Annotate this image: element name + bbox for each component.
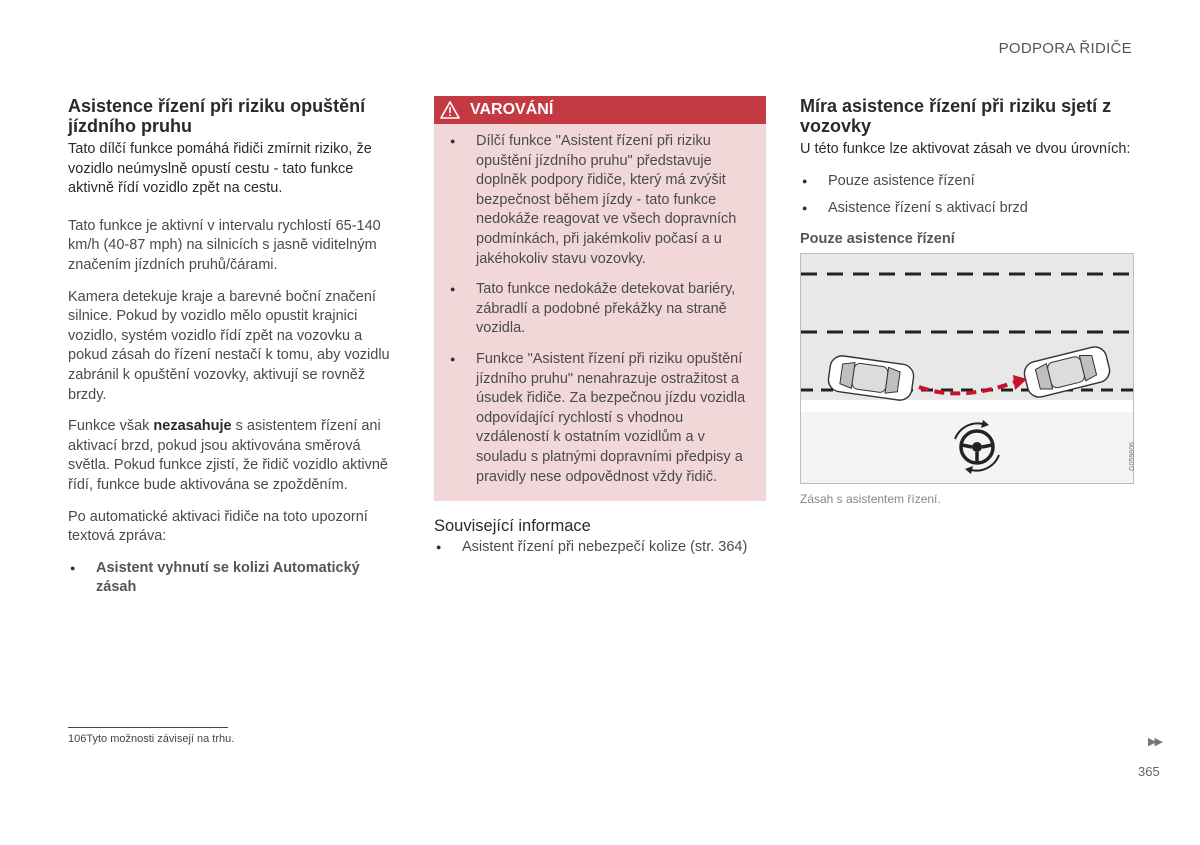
warning-header bbox=[434, 96, 766, 124]
road-edge-strip bbox=[801, 400, 1133, 412]
warning-title: VAROVÁNÍ bbox=[470, 101, 554, 118]
function-text-pre: Funkce však bbox=[68, 418, 154, 435]
warning-list bbox=[434, 124, 766, 487]
related-link[interactable]: ● Asistent řízení při nebezpečí kolize (str. 364) bbox=[434, 538, 766, 558]
footnote-divider bbox=[68, 727, 228, 728]
lane-departure-figure bbox=[800, 253, 1134, 484]
heading-steering-level: Míra asistence řízení při riziku sjetí z vozovky bbox=[800, 96, 1112, 136]
road-illustration bbox=[801, 254, 1133, 483]
figure-caption: Zásah s asistentem řízení. bbox=[800, 491, 941, 506]
levels-list bbox=[800, 172, 1134, 219]
warning-box bbox=[434, 96, 766, 501]
related-heading: Související informace bbox=[434, 517, 591, 536]
warning-triangle-icon bbox=[440, 101, 460, 119]
next-page-arrows-icon[interactable]: ▶▶ bbox=[1148, 736, 1161, 748]
after-activation-paragraph: Po automatické aktivaci řidiče na toto upozorní textová zpráva: bbox=[68, 508, 368, 545]
warning-item: ● Funkce "Asistent řízení při riziku opuštění jízdního pruhu" nenahrazuje ostražitost a úsudek řidiče. Za bezpečnou jízdu vozidla odpovídající rychlostí s vhodnou vzdáleností k ostatním vozidlům a v souladu s platnými dopravními předpisy a pravidly nese odpovědnost vždy řidič. bbox=[448, 350, 754, 487]
message-list bbox=[68, 559, 398, 598]
intro-paragraph: Tato dílčí funkce pomáhá řidiči zmírnit riziko, že vozidlo neúmyslně opustí cestu - tato funkce aktivně řídí vozidlo zpět na cestu. bbox=[68, 141, 372, 197]
function-paragraph bbox=[68, 417, 398, 495]
camera-paragraph: Kamera detekuje kraje a barevné boční značení silnice. Pokud by vozidlo mělo opustit krajnici vozidlo, systém vozidlo řídí zpět na vozovku a pokud zásah do řízení nestačí k tomu, aby vozidlu zabránil k opuštění vozovky, aktivují se rovněž brzdy. bbox=[68, 288, 390, 403]
warning-item: ● Dílčí funkce "Asistent řízení při riziku opuštění jízdního pruhu" představuje doplněk podpory řidiče, který má zvýšit bezpečnost během jízdy - tato funkce nedokáže reagovat ve všech dopravních podmínkách, při jakémkoliv počasí a u jakéhokoliv stavu vozovky. bbox=[448, 132, 754, 269]
level-item: ● Pouze asistence řízení bbox=[800, 172, 1134, 192]
heading-lane-departure: Asistence řízení při riziku opuštění jízdního pruhu bbox=[68, 96, 366, 136]
levels-intro: U této funkce lze aktivovat zásah ve dvou úrovních: bbox=[800, 141, 1131, 157]
footnote: 106Tyto možnosti závisejí na trhu. bbox=[68, 733, 235, 745]
subheading-steering-only: Pouze asistence řízení bbox=[800, 230, 955, 247]
figure-code: G059606 bbox=[1129, 441, 1136, 471]
message-item: ● Asistent vyhnutí se kolizi Automatický zásah bbox=[68, 559, 398, 598]
warning-item: ● Tato funkce nedokáže detekovat bariéry, zábradlí a podobné překážky na straně vozidla. bbox=[448, 280, 754, 339]
column-steering-level bbox=[800, 96, 1134, 506]
page-number: 365 bbox=[1138, 764, 1160, 779]
speed-paragraph: Tato funkce je aktivní v intervalu rychlostí 65-140 km/h (40-87 mph) na silnicích s jasně viditelným značením jízdních pruhů/čárami. bbox=[68, 217, 381, 273]
related-list bbox=[434, 538, 766, 558]
level-item: ● Asistence řízení s aktivací brzd bbox=[800, 199, 1134, 219]
column-warning bbox=[434, 96, 766, 558]
function-text-post: s asistentem řízení ani aktivací brzd, pokud jsou aktivována směrová světla. Pokud funkce zjistí, že řidič vozidlo aktivně řídí, funkce bude aktivována se zpožděním. bbox=[68, 418, 388, 493]
function-text-bold: nezasahuje bbox=[153, 418, 232, 435]
section-header: PODPORA ŘIDIČE bbox=[998, 40, 1132, 57]
column-lane-departure bbox=[68, 96, 398, 598]
